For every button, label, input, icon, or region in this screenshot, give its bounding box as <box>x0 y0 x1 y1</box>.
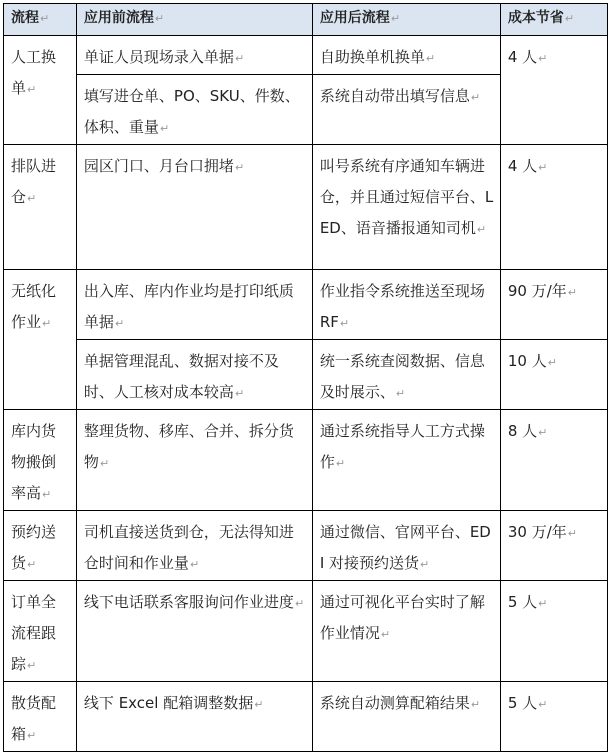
after-cell: 系统自动带出填写信息↵ <box>312 75 500 145</box>
header-after: 应用后流程↵ <box>312 4 500 36</box>
process-cell: 库内货物搬倒率高↵ <box>4 410 77 511</box>
table-row <box>4 511 608 581</box>
saving-cell: 90 万/年↵ <box>500 270 607 340</box>
before-cell: 单证人员现场录入单据↵ <box>76 36 312 75</box>
before-cell: 司机直接送货到仓，无法得知进仓时间和作业量↵ <box>76 511 312 581</box>
header-row <box>4 4 608 36</box>
before-cell: 园区门口、月台口拥堵↵ <box>76 145 312 270</box>
before-cell: 出入库、库内作业均是打印纸质单据↵ <box>76 270 312 340</box>
saving-cell: 10 人↵ <box>500 340 607 410</box>
header-before: 应用前流程↵ <box>76 4 312 36</box>
process-cell: 订单全流程跟踪↵ <box>4 581 77 682</box>
table-row <box>4 581 608 682</box>
table-row <box>4 145 608 270</box>
after-cell: 系统自动测算配箱结果↵ <box>312 682 500 752</box>
saving-cell: 5 人↵ <box>500 682 607 752</box>
table-row <box>4 340 608 410</box>
after-cell: 自助换单机换单↵ <box>312 36 500 75</box>
before-cell: 整理货物、移库、合并、拆分货物↵ <box>76 410 312 511</box>
before-cell: 填写进仓单、PO、SKU、件数、体积、重量↵ <box>76 75 312 145</box>
saving-cell: 30 万/年↵ <box>500 511 607 581</box>
table-row <box>4 270 608 340</box>
after-cell: 通过系统指导人工方式操作↵ <box>312 410 500 511</box>
header-saving: 成本节省↵ <box>500 4 607 36</box>
saving-cell: 8 人↵ <box>500 410 607 511</box>
after-cell: 通过微信、官网平台、EDI 对接预约送货↵ <box>312 511 500 581</box>
saving-cell: 5 人↵ <box>500 581 607 682</box>
saving-cell: 4 人↵ <box>500 145 607 270</box>
after-cell: 叫号系统有序通知车辆进仓，并且通过短信平台、LED、语音播报通知司机↵ <box>312 145 500 270</box>
process-cell: 人工换单↵ <box>4 36 77 145</box>
before-cell: 线下电话联系客服询问作业进度↵ <box>76 581 312 682</box>
process-cell: 预约送货↵ <box>4 511 77 581</box>
before-cell: 线下 Excel 配箱调整数据↵ <box>76 682 312 752</box>
cost-savings-table <box>3 3 608 752</box>
process-cell: 无纸化作业↵ <box>4 270 77 410</box>
table-row <box>4 36 608 75</box>
process-cell: 排队进仓↵ <box>4 145 77 270</box>
table-row <box>4 682 608 752</box>
saving-cell: 4 人↵ <box>500 36 607 145</box>
process-cell: 散货配箱↵ <box>4 682 77 752</box>
table-row <box>4 410 608 511</box>
after-cell: 通过可视化平台实时了解作业情况↵ <box>312 581 500 682</box>
before-cell: 单据管理混乱、数据对接不及时、人工核对成本较高↵ <box>76 340 312 410</box>
after-cell: 作业指令系统推送至现场 RF↵ <box>312 270 500 340</box>
header-process: 流程↵ <box>4 4 77 36</box>
after-cell: 统一系统查阅数据、信息及时展示、↵ <box>312 340 500 410</box>
